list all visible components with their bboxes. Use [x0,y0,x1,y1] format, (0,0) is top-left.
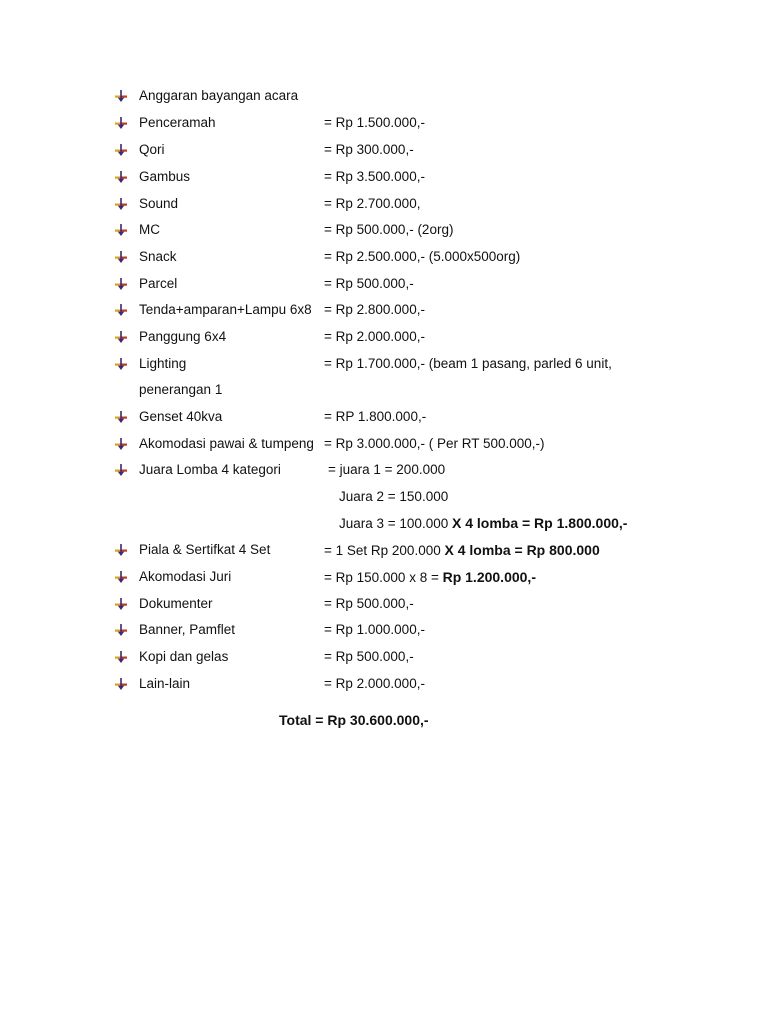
item-value: = juara 1 = 200.000 [328,462,446,477]
arrow-down-bullet-icon [114,437,128,451]
arrow-down-bullet-icon [114,410,128,424]
arrow-down-bullet-icon [114,597,128,611]
item-value: = Rp 150.000 x 8 = [324,570,443,585]
arrow-down-bullet-icon [114,543,128,557]
item-value-wrap [324,540,600,561]
arrow-down-bullet-icon [114,570,128,584]
item-label: Parcel [139,276,178,291]
item-value: = Rp 2.800.000,- [324,302,425,317]
item-label: Tenda+amparan+Lampu 6x8 [139,302,312,317]
item-label: Sound [139,196,179,211]
arrow-down-bullet-icon [114,143,128,157]
item-value: = Rp 2.000.000,- [324,329,425,344]
item-label: Akomodasi pawai & tumpeng [139,436,314,451]
juara-bold-total: X 4 lomba = Rp 1.800.000,- [451,515,628,531]
item-label: MC [139,222,160,237]
item-value: = Rp 1.500.000,- [324,115,425,130]
item-label: Dokumenter [139,596,213,611]
item-label: Lighting [139,356,187,371]
arrow-down-bullet-icon [114,116,128,130]
item-label: Penceramah [139,115,216,130]
item-label: Genset 40kva [139,409,223,424]
item-value-bold: X 4 lomba = Rp 800.000 [444,542,600,558]
item-value: = Rp 1.000.000,- [324,622,425,637]
arrow-down-bullet-icon [114,303,128,317]
arrow-down-bullet-icon [114,623,128,637]
item-label: Panggung 6x4 [139,329,227,344]
item-label: Piala & Sertifkat 4 Set [139,542,271,557]
item-label: Kopi dan gelas [139,649,229,664]
item-value: = 1 Set Rp 200.000 [324,543,441,558]
arrow-down-bullet-icon [114,197,128,211]
arrow-down-bullet-icon [114,250,128,264]
item-value: = Rp 2.000.000,- [324,676,425,691]
item-label: Anggaran bayangan acara [139,88,299,103]
juara-3-text: Juara 3 = 100.000 [339,516,452,531]
arrow-down-bullet-icon [114,223,128,237]
item-value: = Rp 1.700.000,- (beam 1 pasang, parled 6 unit, [324,356,612,371]
item-value: = Rp 300.000,- [324,142,414,157]
item-label: Snack [139,249,177,264]
item-value: = Rp 500.000,- [324,276,414,291]
arrow-down-bullet-icon [114,89,128,103]
item-value: = Rp 2.500.000,- (5.000x500org) [324,249,521,264]
item-value: = Rp 3.500.000,- [324,169,425,184]
item-label: Lain-lain [139,676,191,691]
item-value-bold: Rp 1.200.000,- [442,569,536,585]
arrow-down-bullet-icon [114,463,128,477]
item-label-continuation: penerangan 1 [139,382,223,397]
item-label: Qori [139,142,165,157]
arrow-down-bullet-icon [114,330,128,344]
arrow-down-bullet-icon [114,357,128,371]
arrow-down-bullet-icon [114,170,128,184]
arrow-down-bullet-icon [114,650,128,664]
item-value: = Rp 500.000,- (2org) [324,222,454,237]
item-value: = Rp 500.000,- [324,596,414,611]
item-value: = RP 1.800.000,- [324,409,427,424]
juara-3-value [339,513,627,534]
arrow-down-bullet-icon [114,677,128,691]
item-label: Akomodasi Juri [139,569,232,584]
item-value: = Rp 3.000.000,- ( Per RT 500.000,-) [324,436,545,451]
arrow-down-bullet-icon [114,277,128,291]
item-label: Juara Lomba 4 kategori [139,462,281,477]
juara-2-value: Juara 2 = 150.000 [339,489,449,504]
item-value: = Rp 500.000,- [324,649,414,664]
item-value-wrap [324,567,536,588]
item-value: = Rp 2.700.000, [324,196,421,211]
item-label: Banner, Pamflet [139,622,236,637]
item-label: Gambus [139,169,191,184]
grand-total: Total = Rp 30.600.000,- [279,712,429,728]
